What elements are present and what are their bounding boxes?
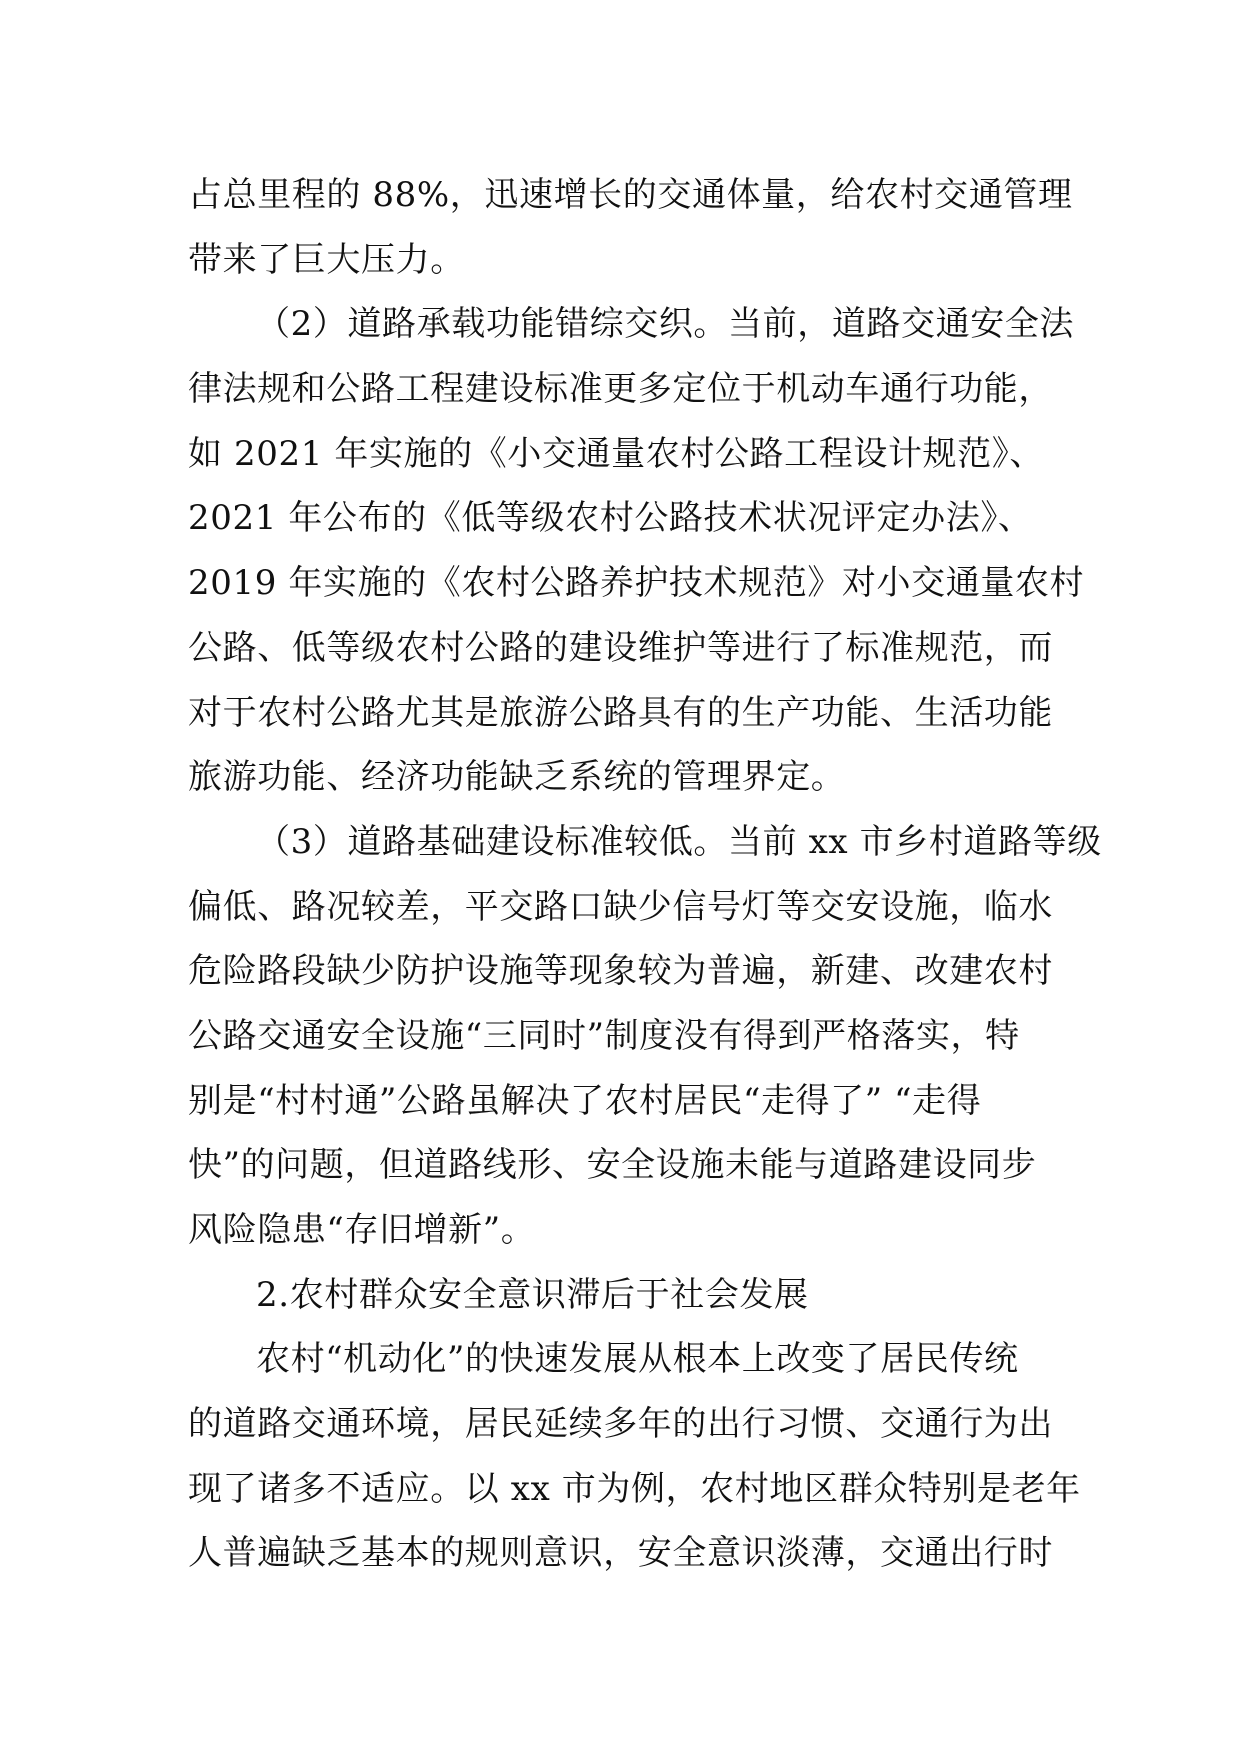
text-line-9: 对于农村公路尤其是旅游公路具有的生产功能、生活功能 — [188, 692, 1053, 733]
text-line-5: 如 2021 年实施的《小交通量农村公路工程设计规范》、 — [188, 433, 1044, 474]
text-line-16: 快”的问题，但道路线形、安全设施未能与道路建设同步 — [188, 1145, 1037, 1186]
text-line-14: 公路交通安全设施“三同时”制度没有得到严格落实，特 — [188, 1015, 1020, 1056]
text-line-1: 占总里程的 88%，迅速增长的交通体量，给农村交通管理 — [188, 175, 1073, 215]
text-line-2: 带来了巨大压力。 — [188, 239, 465, 280]
section-heading: 2.农村群众安全意识滞后于社会发展 — [256, 1274, 809, 1315]
text-line-4: 律法规和公路工程建设标准更多定位于机动车通行功能， — [188, 369, 1053, 410]
text-line-12: 偏低、路况较差，平交路口缺少信号灯等交安设施，临水 — [188, 886, 1053, 927]
text-line-20: 的道路交通环境，居民延续多年的出行习惯、交通行为出 — [188, 1404, 1053, 1445]
text-line-22: 人普遍缺乏基本的规则意识，安全意识淡薄，交通出行时 — [188, 1533, 1053, 1574]
text-line-8: 公路、低等级农村公路的建设维护等进行了标准规范，而 — [188, 627, 1053, 668]
text-line-19: 农村“机动化”的快速发展从根本上改变了居民传统 — [256, 1339, 1019, 1380]
text-line-10: 旅游功能、经济功能缺乏系统的管理界定。 — [188, 757, 846, 798]
text-line-11: （3）道路基础建设标准较低。当前 xx 市乡村道路等级 — [256, 821, 1102, 862]
text-line-3: （2）道路承载功能错综交织。当前，道路交通安全法 — [256, 304, 1075, 345]
text-line-13: 危险路段缺少防护设施等现象较为普遍，新建、改建农村 — [188, 951, 1053, 992]
text-line-7: 2019 年实施的《农村公路养护技术规范》对小交通量农村 — [188, 563, 1085, 604]
text-line-21: 现了诸多不适应。以 xx 市为例，农村地区群众特别是老年 — [188, 1468, 1081, 1509]
document-page — [188, 163, 1102, 1586]
text-line-17: 风险隐患“存旧增新”。 — [188, 1210, 536, 1250]
text-line-6: 2021 年公布的《低等级农村公路技术状况评定办法》、 — [188, 498, 1033, 539]
text-line-15: 别是“村村通”公路虽解决了农村居民“走得了” “走得 — [188, 1080, 982, 1121]
